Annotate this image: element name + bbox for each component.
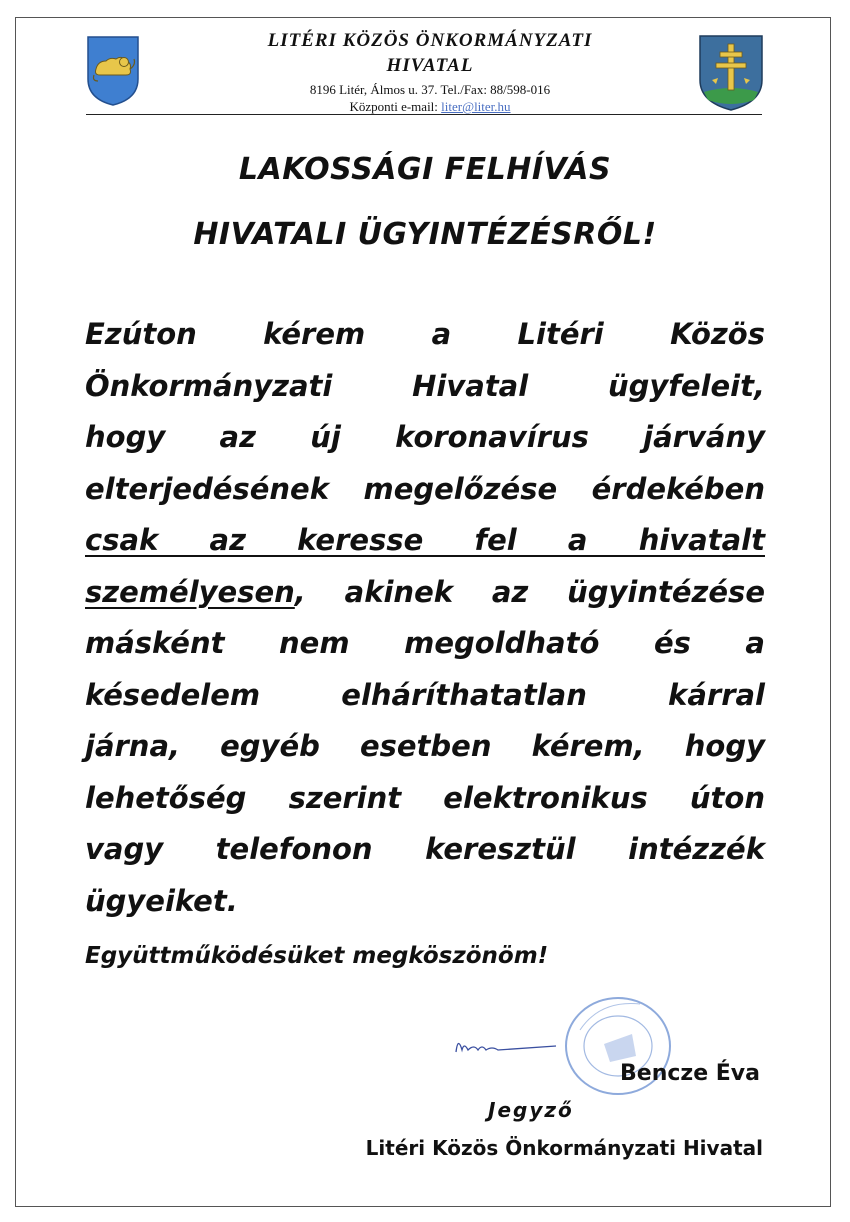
- signature-scrawl-icon: [452, 1032, 562, 1060]
- notice-body: [85, 309, 765, 927]
- body-line: lehetőség szerint elektronikus úton: [85, 780, 765, 815]
- liter-lion-crest-icon: [86, 35, 140, 107]
- body-line: késedelem elháríthatatlan kárral: [85, 677, 765, 712]
- body-line: [85, 567, 765, 619]
- signatory-name: Bencze Éva: [620, 1061, 760, 1086]
- email-label: Központi e-mail:: [349, 99, 442, 114]
- closing-thanks: Együttműködésüket megköszönöm!: [85, 943, 549, 969]
- office-address: 8196 Litér, Álmos u. 37. Tel./Fax: 88/598-016: [309, 82, 551, 97]
- body-line: másként nem megoldható és a: [85, 626, 765, 660]
- hungarian-double-cross-crest-icon: [698, 34, 764, 112]
- office-name-line2: HIVATAL: [386, 55, 474, 76]
- body-line: hogy az új koronavírus járvány: [85, 420, 765, 454]
- office-name-line1: LITÉRI KÖZÖS ÖNKORMÁNYZATI: [267, 30, 593, 51]
- headline-line2: HIVATALI ÜGYINTÉZÉSRŐL!: [193, 217, 657, 252]
- signatory-role: Jegyző: [488, 1098, 574, 1122]
- body-line: Ezúton kérem a Litéri Közös: [85, 317, 765, 351]
- body-line-underlined: csak az keresse fel a hivatalt: [85, 523, 765, 557]
- email-link[interactable]: liter@liter.hu: [441, 99, 511, 114]
- body-line: elterjedésének megelőzése érdekében: [85, 471, 765, 506]
- body-line: ügyeiket.: [85, 883, 238, 918]
- body-line: járna, egyéb esetben kérem, hogy: [85, 729, 765, 763]
- office-email-line: [180, 99, 680, 115]
- signatory-organization: Litéri Közös Önkormányzati Hivatal: [365, 1136, 763, 1160]
- body-line: vagy telefonon keresztül intézzék: [85, 832, 765, 866]
- header-divider: [86, 114, 762, 115]
- underlined-word: személyesen: [85, 574, 295, 609]
- body-line: Önkormányzati Hivatal ügyfeleit,: [85, 368, 765, 403]
- body-line-rest: , akinek az ügyintézése: [294, 574, 765, 609]
- headline-line1: LAKOSSÁGI FELHÍVÁS: [238, 152, 612, 187]
